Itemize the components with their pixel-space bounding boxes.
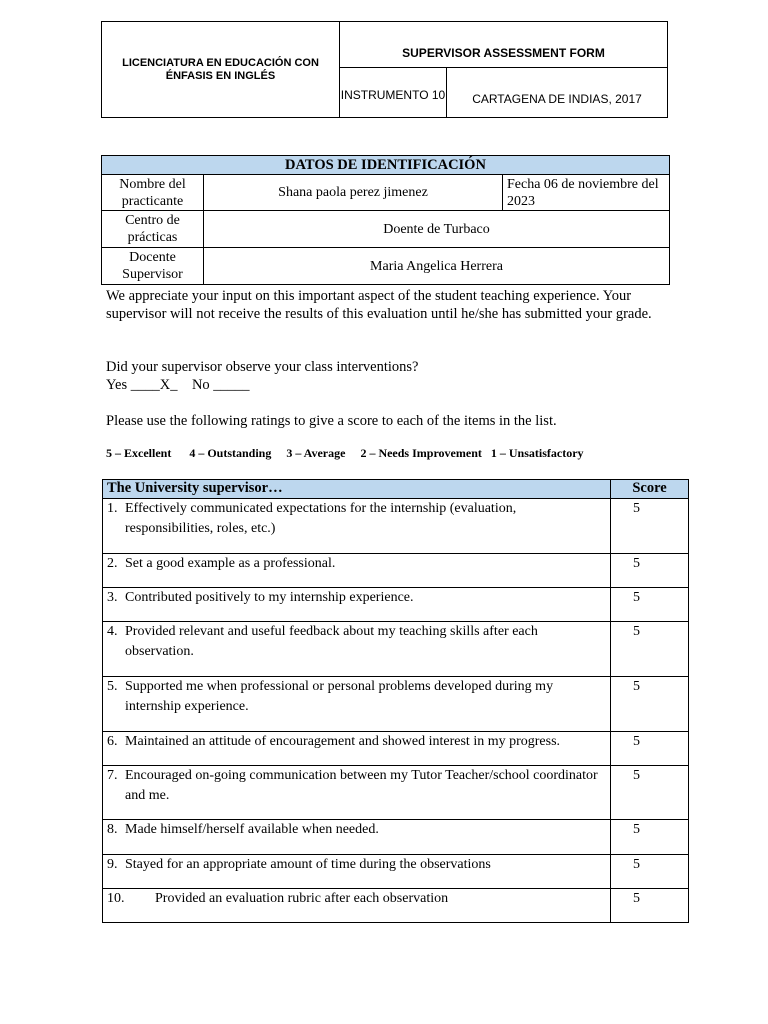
item-text: Provided relevant and useful feedback about my teaching skills after each observation. (125, 624, 538, 659)
supervisor-value: Maria Angelica Herrera (204, 248, 670, 285)
city-year: CARTAGENA DE INDIAS, 2017 (472, 91, 642, 106)
item-number: 2. (107, 556, 118, 571)
observation-question: Did your supervisor observe your class interventions? (106, 359, 419, 375)
table-row (103, 622, 689, 677)
item-score: 5 (611, 499, 689, 554)
table-row (103, 732, 689, 766)
item-number: 7. (107, 768, 118, 783)
item-text: Maintained an attitude of encouragement and showed interest in my progress. (125, 734, 561, 749)
practice-center-label: Centro de prácticas (102, 211, 204, 248)
item-column-header: The University supervisor… (103, 480, 611, 499)
item-score: 5 (611, 889, 689, 923)
item-score: 5 (611, 588, 689, 622)
rating-scale: 5 – Excellent 4 – Outstanding 3 – Average 2 – Needs Improvement 1 – Unsatisfactory (106, 446, 584, 460)
item-text: Encouraged on-going communication between my Tutor Teacher/school coordinator and me. (125, 768, 598, 803)
item-score: 5 (611, 766, 689, 820)
identification-title: DATOS DE IDENTIFICACIÓN (102, 156, 670, 175)
observation-answer: Yes ____X_ No _____ (106, 377, 250, 393)
practice-center-value: Doente de Turbaco (204, 211, 670, 248)
item-score: 5 (611, 554, 689, 588)
item-score: 5 (611, 820, 689, 855)
item-text: Provided an evaluation rubric after each observation (155, 891, 449, 906)
form-header (101, 21, 668, 118)
table-row (103, 766, 689, 820)
item-number: 6. (107, 734, 118, 749)
table-row (103, 677, 689, 732)
student-name-value: Shana paola perez jimenez (204, 175, 503, 211)
supervisor-label: Docente Supervisor (102, 248, 204, 285)
item-text: Contributed positively to my internship experience. (125, 590, 414, 605)
item-text: Effectively communicated expectations for the internship (evaluation, responsibilities, roles, etc.) (125, 501, 517, 536)
table-row (103, 889, 689, 923)
item-number: 8. (107, 822, 118, 837)
table-row (103, 588, 689, 622)
score-column-header: Score (611, 480, 689, 499)
table-row (103, 554, 689, 588)
item-score: 5 (611, 855, 689, 889)
score-table (102, 479, 689, 923)
table-row (103, 855, 689, 889)
table-row (103, 820, 689, 855)
item-number: 3. (107, 590, 118, 605)
identification-table (101, 155, 670, 285)
item-score: 5 (611, 732, 689, 766)
item-score: 5 (611, 677, 689, 732)
table-row (103, 499, 689, 554)
date-value: Fecha 06 de noviembre del 2023 (503, 175, 670, 211)
student-name-label: Nombre del practicante (102, 175, 204, 211)
item-text: Supported me when professional or personal problems developed during my internship experience. (125, 679, 554, 714)
item-score: 5 (611, 622, 689, 677)
program-name: LICENCIATURA EN EDUCACIÓN CON ÉNFASIS EN INGLÉS (102, 22, 340, 117)
item-number: 1. (107, 501, 118, 516)
item-text: Set a good example as a professional. (125, 556, 336, 571)
item-number: 9. (107, 857, 118, 872)
item-number: 4. (107, 624, 118, 639)
item-text: Made himself/herself available when needed. (125, 822, 379, 837)
item-number: 10. (107, 891, 125, 906)
form-title: SUPERVISOR ASSESSMENT FORM (340, 22, 667, 68)
item-number: 5. (107, 679, 118, 694)
intro-text: We appreciate your input on this important aspect of the student teaching experience. Your supervisor will not receive the results of this evaluation until he/she has submitted your grade. (106, 288, 652, 322)
item-text: Stayed for an appropriate amount of time during the observations (125, 857, 491, 872)
rating-instructions: Please use the following ratings to give a score to each of the items in the list. (106, 413, 557, 429)
instrument-number: INSTRUMENTO 10 (340, 68, 447, 117)
